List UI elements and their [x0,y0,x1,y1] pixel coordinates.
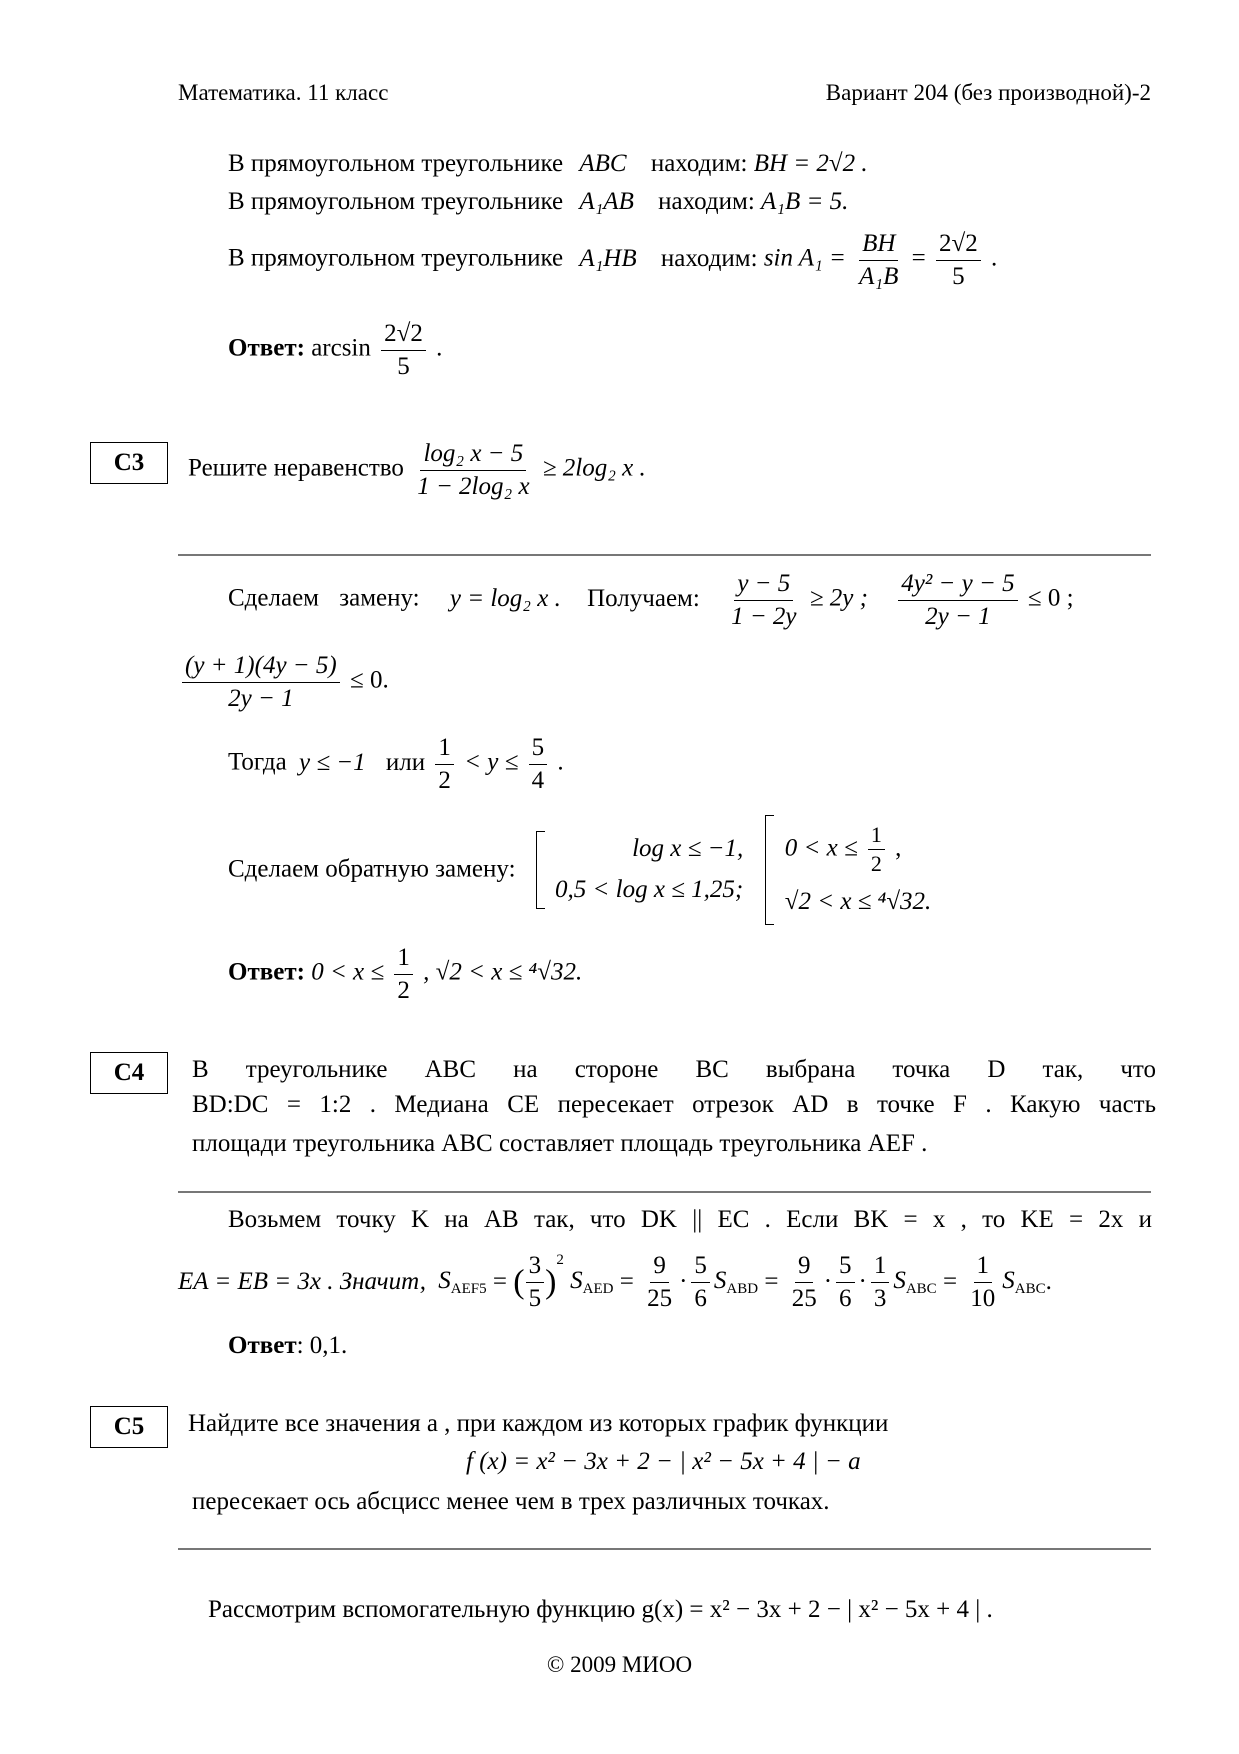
system-1: log x ≤ −1, 0,5 < log x ≤ 1,25; [555,835,744,903]
c3-then: Тогда y ≤ −1 или $\frac{1}{2}$ < y ≤ $\frac{5}{4}$ . [228,734,564,794]
system-bracket [765,815,774,925]
divider [178,1191,1151,1193]
c4-task-line2: BD:DC = 1:2 . Медиана CE пересекает отрезок AD в точке F . Какую часть [192,1091,1156,1118]
answer-label: Ответ [228,1332,297,1359]
c3-sol-line1: Сделаем замену: y = log₂ x . Получаем: $\frac{y - 5}{1 - 2y}$ ≥ 2y ; $\frac{\text{4y² − y − 5}}{2y - 1}$ ≤ 0 ; [228,570,1074,630]
divider [178,1548,1151,1550]
c2-line3: В прямоугольном треугольнике A₁HB находим: sin A₁ = $\frac{BH}{\text{A₁B}}$ = $\frac{2√2}{5}$ . [228,230,998,290]
c2-line1: В прямоугольном треугольнике ABC находим: BH = 2√2 . [228,150,868,177]
fraction: $\frac{9}{25}$ [791,1252,817,1312]
triangle-name: A₁HB [579,244,637,272]
footer-copyright: © 2009 МИОО [546,1652,693,1677]
fraction: $\frac{1}{3}$ [871,1252,890,1312]
c5-task-line1: Найдите все значения a , при каждом из которых график функции [188,1410,889,1437]
header-subject: Математика. 11 класс [178,80,389,105]
c3-sol-line2: $\frac{(y + 1)(4y - 5)}{2y - 1}$ ≤ 0. [178,652,389,712]
fraction: $\frac{2√2}{5}$ [381,320,426,380]
c5-task-formula: f (x) = x² − 3x + 2 − | x² − 5x + 4 | − a [466,1448,861,1475]
c3-task: Решите неравенство $\frac{\text{log₂ x − 5}}{\text{1 − 2log₂ x}}$ ≥ 2log₂ x . [188,440,646,500]
c3-back-substitution: Сделаем обратную замену: log x ≤ −1, 0,5 < log x ≤ 1,25; 0 < x ≤ $\frac{1}{2}$ , √2 < x ≤ ⁴√32. [228,815,931,925]
header-variant: Вариант 204 (без производной)-2 [825,80,1151,105]
c4-answer: Ответ: 0,1. [228,1332,348,1359]
fraction: $\frac{9}{25}$ [647,1252,673,1312]
fraction: $\frac{BH}{\text{A₁B}}$ [859,230,899,290]
fraction: $\frac{\text{log₂ x − 5}}{\text{1 − 2log₂ x}}$ [417,440,530,500]
fraction: $\frac{5}{6}$ [691,1252,710,1312]
fraction: $\frac{1}{10}$ [970,1252,996,1312]
c4-sol-line2: EA = EB = 3x . Значит, $S_{AEF5}$ = ( $\frac{3}{5}$ )$^2$ $S_{AED}$ = $\frac{9}{25}$ · $\frac{5}{6}$ $S_{ABD}$ = $\frac{9}{25}$ · $\frac{5}{6}$ · $\frac{1}{3}$ $S_{ABC}$ = $\frac{1}{10}$ $S_{ABC}$. [178,1252,1052,1312]
c2-answer: Ответ: arcsin $\frac{2√2}{5}$ . [228,320,443,380]
fraction: $\frac{1}{2}$ [868,823,885,876]
triangle-name: A₁AB [579,188,634,215]
fraction: $\frac{2√2}{5}$ [936,230,981,290]
c3-answer: Ответ: 0 < x ≤ $\frac{1}{2}$ , √2 < x ≤ ⁴√32. [228,944,583,1004]
c4-task-line3: площади треугольника ABC составляет площадь треугольника AEF . [192,1130,928,1157]
task-label-c4: C4 [90,1052,168,1094]
c5-sol-line1: Рассмотрим вспомогательную функцию g(x) = x² − 3x + 2 − | x² − 5x + 4 | . [208,1596,993,1623]
system-2: 0 < x ≤ $\frac{1}{2}$ , √2 < x ≤ ⁴√32. [784,821,932,916]
c5-task-line3: пересекает ось абсцисс менее чем в трех различных точках. [192,1488,830,1515]
fraction: $\frac{3}{5}$ [526,1252,545,1312]
task-label-c3: C3 [90,442,168,484]
paren-right: ) [545,1263,557,1301]
fraction: $\frac{5}{4}$ [529,734,548,794]
system-bracket [536,831,545,909]
answer-label: Ответ: [228,958,305,986]
result-value: BH = 2√2 . [753,150,868,177]
paren-left: ( [513,1263,525,1301]
fraction: $\frac{\text{4y² − y − 5}}{2y - 1}$ [898,570,1017,630]
fraction: $\frac{y - 5}{1 - 2y}$ [731,570,797,630]
c4-task-line1: В треугольнике ABC на стороне BC выбрана точка D так, что [192,1056,1156,1083]
fraction: $\frac{5}{6}$ [836,1252,855,1312]
task-label-c5: C5 [90,1406,168,1448]
divider [178,554,1151,556]
result-value: A₁B = 5. [761,188,849,215]
fraction: $\frac{1}{2}$ [435,734,454,794]
fraction: $\frac{1}{2}$ [394,944,413,1004]
c4-sol-line1: Возьмем точку K на AB так, что DK || EC . Если BK = x , то KE = 2x и [228,1206,1152,1233]
answer-label: Ответ: [228,334,305,362]
fraction: $\frac{(y + 1)(4y - 5)}{2y - 1}$ [182,652,340,712]
c2-line2: В прямоугольном треугольнике A₁AB находим: A₁B = 5. [228,188,849,215]
triangle-name: ABC [579,150,627,177]
